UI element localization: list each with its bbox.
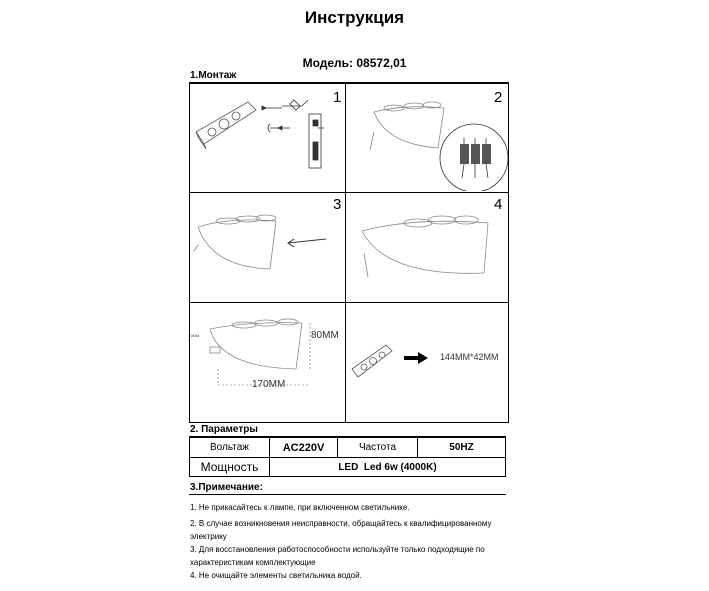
voltage-label: Вольтаж [210, 442, 249, 453]
mounting-plate-icon [352, 345, 392, 377]
note-1: 1. Не прикасайтесь к лампе, при включенном светильнике. [190, 503, 410, 512]
voltage-value: AC220V [282, 441, 325, 454]
section-notes-rule [189, 494, 506, 495]
width-dimension-label: 170MM [252, 379, 286, 390]
note-4: 4. Не очищайте элементы светильника водой. [190, 571, 362, 580]
small-dimension-tag: 40MM [188, 333, 200, 338]
section-parameters-heading: 2. Параметры [190, 424, 258, 435]
anchor-icon [268, 124, 290, 132]
lamp-body-icon [362, 216, 488, 277]
arrow-left-icon [288, 239, 326, 247]
step-number-4: 4 [494, 196, 503, 213]
voltage-value-cell [270, 438, 338, 458]
step3-illustration [190, 193, 344, 301]
lamp-body-icon [210, 319, 302, 369]
base-plate-illustration [346, 303, 508, 422]
frequency-value: 50HZ [449, 442, 474, 453]
wire-connector-icon [440, 124, 508, 191]
note-2: 2. В случае возникновения неисправности, обращайтесь к квалифицированному электрику [190, 519, 492, 541]
voltage-label-cell [190, 438, 270, 458]
parameters-table [189, 437, 506, 477]
step4-illustration [346, 193, 508, 301]
power-value-cell [270, 458, 505, 476]
step-number-2: 2 [494, 89, 503, 106]
model-number: Модель: 08572,01 [302, 56, 407, 70]
step2-illustration [346, 84, 508, 191]
frequency-value-cell [418, 438, 505, 458]
frequency-label: Частота [358, 442, 397, 453]
frequency-label-cell [338, 438, 418, 458]
dimension-lines [218, 323, 310, 385]
wall-box-icon [309, 114, 324, 168]
arrow-right-icon [404, 352, 428, 364]
mounting-plate-icon [196, 102, 256, 149]
power-label-cell [190, 458, 270, 476]
dimensions-illustration [190, 303, 344, 422]
lamp-body-icon [370, 102, 444, 150]
step-number-3: 3 [333, 196, 342, 213]
screw-icon [262, 100, 308, 110]
base-dimension-label: 144MM*42MM [440, 352, 499, 362]
step-number-1: 1 [333, 89, 342, 106]
section-mounting-heading: 1.Монтаж [190, 70, 237, 81]
page-title: Инструкция [304, 8, 405, 27]
section-notes-heading: 3.Примечание: [190, 482, 263, 493]
power-label: Мощность [200, 460, 259, 474]
height-dimension-label: 80MM [311, 330, 339, 341]
note-3: 3. Для восстановления работоспособности используйте только подходящие по характеристикам комплектующие [190, 545, 485, 567]
step1-illustration [190, 84, 344, 191]
power-value: LED Led 6w (4000K) [338, 461, 437, 473]
lamp-body-icon [194, 215, 276, 269]
